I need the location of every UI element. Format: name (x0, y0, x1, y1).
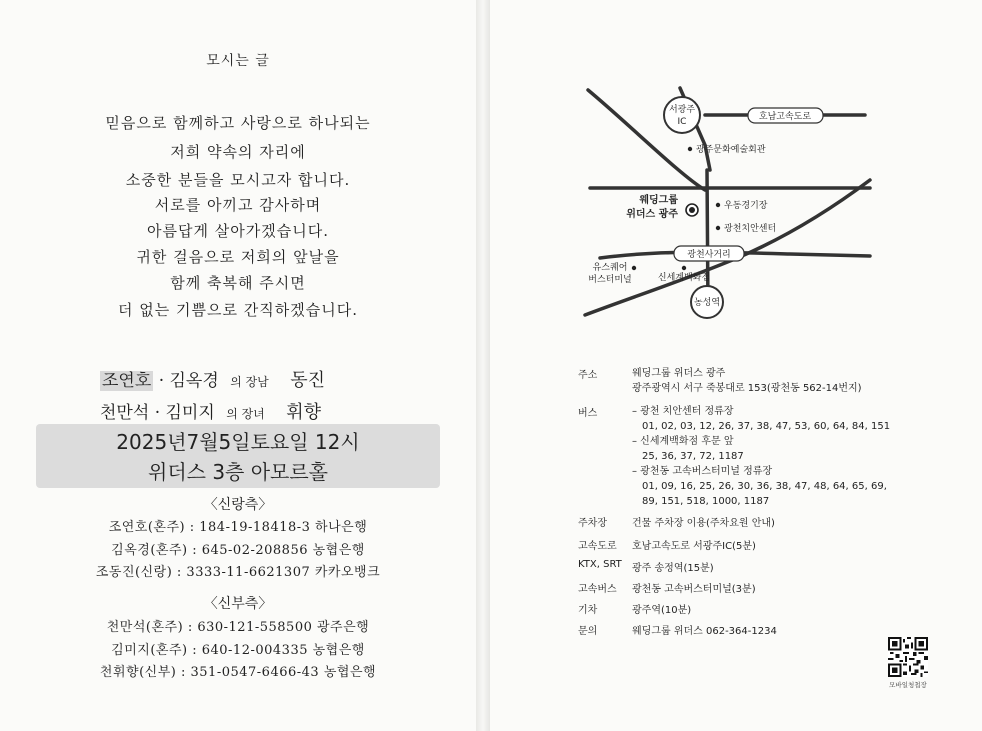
express-bus-value: 광천동 고속버스터미널(3분) (632, 584, 756, 595)
separator-dot: · (154, 403, 161, 423)
map-point (682, 266, 686, 270)
bride-parents-line (100, 398, 321, 424)
bride-side-title: 〈신부측〉 (203, 596, 273, 612)
groom-account-3: 조동진(신랑) : 3333-11-6621307 카카오뱅크 (95, 565, 381, 580)
station-label: 농성역 (693, 298, 721, 308)
invitation-title: 모시는 글 (206, 53, 270, 69)
arts-center-label: 광주문화예술회관 (696, 145, 766, 155)
poem-line-2: 저희 약속의 자리에 (170, 143, 306, 161)
highway-info-value: 호남고속도로 서광주IC(5분) (632, 541, 756, 552)
bus-line-7: 89, 151, 518, 1000, 1187 (642, 496, 770, 507)
bus-line-4: 25, 36, 37, 72, 1187 (642, 451, 744, 462)
right-page (490, 0, 982, 731)
map-point (632, 266, 636, 270)
bride-account-1: 천만석(혼주) : 630-121-558500 광주은행 (106, 620, 370, 635)
left-page (0, 0, 476, 731)
page-fold (476, 0, 490, 731)
train-label: 기차 (578, 605, 598, 616)
ktx-label: KTX, SRT (578, 559, 622, 570)
ic-marker (664, 97, 700, 133)
poem-line-5: 아름답게 살아가겠습니다. (147, 222, 329, 240)
bus-terminal-label-2: 버스터미널 (588, 275, 632, 285)
bus-line-6: 01, 09, 16, 25, 26, 30, 36, 38, 47, 48, 64, 65, 69, (642, 481, 887, 492)
venue-label-2: 위더스 광주 (626, 209, 678, 220)
groom-parents-line (100, 366, 325, 392)
map-point (688, 147, 692, 151)
bus-line-2: 01, 02, 03, 12, 26, 37, 38, 47, 53, 60, 64, 84, 151 (642, 421, 891, 432)
groom-account-1: 조연호(혼주) : 184-19-18418-3 하나은행 (108, 520, 368, 535)
poem-line-8: 더 없는 기쁨으로 간직하겠습니다. (118, 301, 358, 319)
bus-line-5: – 광천동 고속버스터미널 정류장 (632, 466, 773, 477)
bus-line-1: – 광천 치안센터 정류장 (632, 406, 734, 417)
intersection-label: 광천사거리 (687, 250, 731, 260)
groom-father-name: 조연호 (102, 371, 152, 391)
address-line-1: 웨딩그룹 위더스 광주 (632, 368, 726, 379)
bride-account-2: 김미지(혼주) : 640-12-004335 농협은행 (111, 643, 365, 658)
bride-name: 휘향 (286, 402, 321, 423)
parking-label: 주차장 (578, 518, 607, 529)
map-point (716, 203, 720, 207)
separator-dot: · (158, 371, 165, 391)
qr-code-icon[interactable] (888, 637, 928, 677)
wedding-datetime: 2025년7월5일토요일 12시 (116, 430, 360, 454)
ktx-value: 광주 송정역(15분) (632, 563, 714, 574)
qr-caption: 모바일청첩장 (889, 681, 927, 689)
bus-label: 버스 (578, 408, 598, 419)
poem-line-4: 서로를 아끼고 감사하며 (154, 196, 322, 214)
groom-mother-name: 김옥경 (169, 371, 219, 391)
train-value: 광주역(10분) (632, 605, 692, 616)
highway-info-label: 고속도로 (578, 541, 617, 552)
bride-mother-name: 김미지 (165, 403, 215, 423)
groom-name: 동진 (290, 370, 325, 391)
express-bus-label: 고속버스 (578, 584, 617, 595)
map-point (716, 226, 720, 230)
ic-label-2: IC (677, 117, 687, 127)
poem-line-6: 귀한 걸음으로 저희의 앞날을 (136, 248, 340, 266)
highway-label: 호남고속도로 (758, 112, 812, 122)
address-label: 주소 (578, 370, 598, 381)
safety-center-label: 광천치안센터 (724, 224, 777, 234)
poem-line-7: 함께 축복해 주시면 (170, 274, 306, 292)
parking-value: 건물 주차장 이용(주차요원 안내) (632, 518, 775, 529)
wedding-venue: 위더스 3층 아모르홀 (148, 460, 328, 484)
contact-label: 문의 (578, 626, 598, 637)
poem-line-3: 소중한 분들을 모시고자 합니다. (125, 171, 351, 189)
bus-line-3: – 신세계백화점 후문 앞 (632, 436, 734, 447)
address-line-2: 광주광역시 서구 죽봉대로 153(광천동 562-14번지) (632, 383, 862, 394)
groom-relation: 의 장남 (230, 375, 269, 389)
poem-line-1: 믿음으로 함께하고 사랑으로 하나되는 (105, 114, 371, 132)
bride-account-3: 천휘향(신부) : 351-0547-6466-43 농협은행 (99, 665, 377, 680)
date-venue-box (36, 424, 440, 488)
groom-account-2: 김옥경(혼주) : 645-02-208856 농협은행 (111, 543, 365, 558)
bus-terminal-label-1: 유스퀘어 (592, 263, 628, 273)
groom-side-title: 〈신랑측〉 (203, 497, 273, 513)
contact-value: 웨딩그룹 위더스 062-364-1234 (632, 626, 777, 637)
location-map (570, 70, 890, 340)
venue-marker-dot (689, 207, 695, 213)
bride-relation: 의 장녀 (226, 407, 265, 421)
dept-store-label: 신세계백화점 (657, 273, 711, 283)
stadium-label: 우동경기장 (724, 201, 768, 211)
venue-label-1: 웨딩그룹 (639, 195, 678, 206)
ic-label-1: 서광주 (668, 105, 696, 115)
bride-father-name: 천만석 (100, 403, 150, 423)
